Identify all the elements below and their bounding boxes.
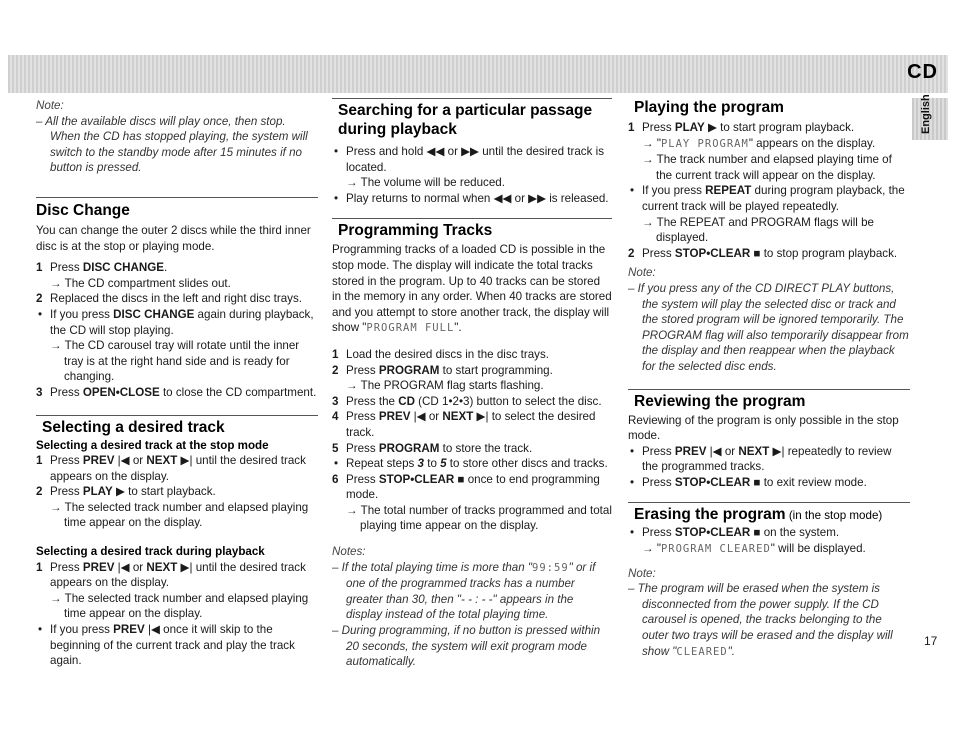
step-result: → The REPEAT and PROGRAM flags will be displayed. xyxy=(642,215,874,245)
stop-icon: ■ xyxy=(753,246,761,260)
next-icon: ▶| xyxy=(180,454,193,468)
step-result: → The volume will be reduced. xyxy=(346,176,505,190)
step: 1 Press PREV |◀ or NEXT ▶| until the desired track appears on the display. xyxy=(36,560,306,590)
bullet: • If you press REPEAT during program playback, the current track will be played repeatedly. xyxy=(628,183,910,214)
step-result: → The total number of tracks programmed and total playing time appear on the display. xyxy=(346,503,612,533)
prev-icon: |◀ xyxy=(413,410,426,424)
step: 3 Press the CD (CD 1•2•3) button to select the disc. xyxy=(332,394,602,408)
prev-icon: |◀ xyxy=(147,623,160,637)
reviewing-intro: Reviewing of the program is only possible in the stop mode. xyxy=(628,413,899,443)
divider xyxy=(628,389,910,390)
bullet: • Press and hold ◀◀ or ▶▶ until the desired track is located. xyxy=(332,144,612,175)
notes-label: Notes: xyxy=(332,545,366,559)
language-tab xyxy=(912,94,948,140)
bullet: • Play returns to normal when ◀◀ or ▶▶ is released. xyxy=(332,191,612,207)
step-result: → The CD compartment slides out. xyxy=(50,276,231,290)
disc-change-heading: Disc Change xyxy=(36,201,130,219)
divider xyxy=(332,98,612,99)
subheading: Selecting a desired track during playback xyxy=(36,545,265,559)
divider xyxy=(628,502,910,503)
step-result: → The PROGRAM flag starts flashing. xyxy=(346,379,544,393)
step: 1 Press PLAY ▶ to start program playback. xyxy=(628,121,855,134)
erasing-heading: Erasing the program (in the stop mode) xyxy=(634,506,883,524)
note-text: – During programming, if no button is pressed within 20 seconds, the system will exit program mode automatically. xyxy=(332,624,601,669)
bullet: • Repeat steps 3 to 5 to store other discs and tracks. xyxy=(332,456,612,472)
step: 2 Press STOP•CLEAR ■ to stop program playback. xyxy=(628,246,898,260)
prev-icon: |◀ xyxy=(117,560,130,574)
step-result: → The selected track number and elapsed playing time appear on the display. xyxy=(50,500,309,530)
subheading: Selecting a desired track at the stop mode xyxy=(36,438,269,452)
stop-icon: ■ xyxy=(753,526,761,540)
language-tab-label: English xyxy=(920,94,932,134)
playing-heading: Playing the program xyxy=(634,99,784,116)
note-label: Note: xyxy=(628,566,656,580)
note-label: Note: xyxy=(628,266,656,280)
bullet: • Press STOP•CLEAR ■ to exit review mode. xyxy=(628,475,910,491)
step-result: → "PLAY PROGRAM" appears on the display. xyxy=(642,136,876,150)
header-band xyxy=(8,55,948,93)
note-text: – If the total playing time is more than "99:59" or if one of the programmed tracks has a number greater than 30, then "- - : - -" appears in the display instead of the total playing time. xyxy=(332,560,596,622)
programming-heading: Programming Tracks xyxy=(338,222,493,240)
prev-icon: |◀ xyxy=(709,444,722,458)
column-left xyxy=(36,98,318,669)
step: 1 Press PREV |◀ or NEXT ▶| until the desired track appears on the display. xyxy=(36,454,306,483)
stop-icon: ■ xyxy=(753,475,761,489)
programming-intro: Programming tracks of a loaded CD is possible in the stop mode. The display will indicate the total tracks stored in the program. Up to 40 tracks can be stored in the memory in any order. When 40 tracks are stored and you attempt to store another track, the display will show "PROGRAM FULL". xyxy=(332,243,612,335)
note-text: – If you press any of the CD DIRECT PLAY buttons, the system will play the selected disc or track and the stored program will be ignored temporarily. The PROGRAM flag will also temporarily disappear from the display and then reappear when the playback for the selected disc ends. xyxy=(628,281,909,373)
step: 5 Press PROGRAM to store the track. xyxy=(332,441,533,455)
step: 3 Press OPEN•CLOSE to close the CD compartment. xyxy=(36,385,317,399)
select-track-heading: Selecting a desired track xyxy=(42,418,225,436)
note-text: – The program will be erased when the system is disconnected from the power supply. If the CD carousel is opened, the tracks belonging to the outer two trays will be erased and the display will show "CLEARED". xyxy=(628,582,893,658)
divider xyxy=(36,415,318,416)
bullet: • If you press DISC CHANGE again during playback, the CD will stop playing. xyxy=(36,307,318,338)
step-result: → "PROGRAM CLEARED" will be displayed. xyxy=(642,542,866,556)
stop-icon: ■ xyxy=(457,472,465,486)
step: 2 Press PLAY ▶ to start playback. xyxy=(36,485,216,499)
search-heading: Searching for a particular passage during playback xyxy=(338,102,593,138)
note-text: – All the available discs will play once, then stop. When the CD has stopped playing, the system will switch to the standby mode after 15 minutes if no button is pressed. xyxy=(36,114,308,175)
step: 6 Press STOP•CLEAR ■ once to end programming mode. xyxy=(332,472,600,502)
divider xyxy=(332,218,612,219)
step: 4 Press PREV |◀ or NEXT ▶| to select the desired track. xyxy=(332,410,596,439)
note-label: Note: xyxy=(36,99,64,112)
step: 1 Press DISC CHANGE. xyxy=(36,261,168,275)
step-result: → The selected track number and elapsed playing time appear on the display. xyxy=(50,591,309,621)
step-result: → The track number and elapsed playing time of the current track will appear on the display. xyxy=(642,153,892,182)
next-icon: ▶| xyxy=(772,444,785,458)
next-icon: ▶| xyxy=(476,410,489,424)
step: 1 Load the desired discs in the disc trays. xyxy=(332,347,549,361)
play-icon: ▶ xyxy=(115,485,125,499)
next-icon: ▶| xyxy=(180,560,193,574)
step-result: → The CD carousel tray will rotate until the inner tray is at the right hand side and is ready for changing. xyxy=(50,339,300,384)
step: 2 Replaced the discs in the left and right disc trays. xyxy=(36,292,302,306)
step: 2 Press PROGRAM to start programming. xyxy=(332,363,553,377)
column-middle xyxy=(332,98,612,670)
bullet: • Press PREV |◀ or NEXT ▶| repeatedly to review the programmed tracks. xyxy=(628,444,910,475)
bullet: • Press STOP•CLEAR ■ on the system. xyxy=(628,525,910,541)
prev-icon: |◀ xyxy=(117,454,130,468)
column-right xyxy=(628,98,910,660)
bullet: • If you press PREV |◀ once it will skip to the beginning of the current track and play the track again. xyxy=(36,622,318,669)
page-number: 17 xyxy=(924,634,938,648)
section-tag: CD xyxy=(907,61,938,83)
divider xyxy=(36,197,318,198)
disc-change-intro: You can change the outer 2 discs while the third inner disc is at the stop or playing mode. xyxy=(36,223,311,253)
play-icon: ▶ xyxy=(707,121,717,134)
reviewing-heading: Reviewing the program xyxy=(634,392,806,410)
